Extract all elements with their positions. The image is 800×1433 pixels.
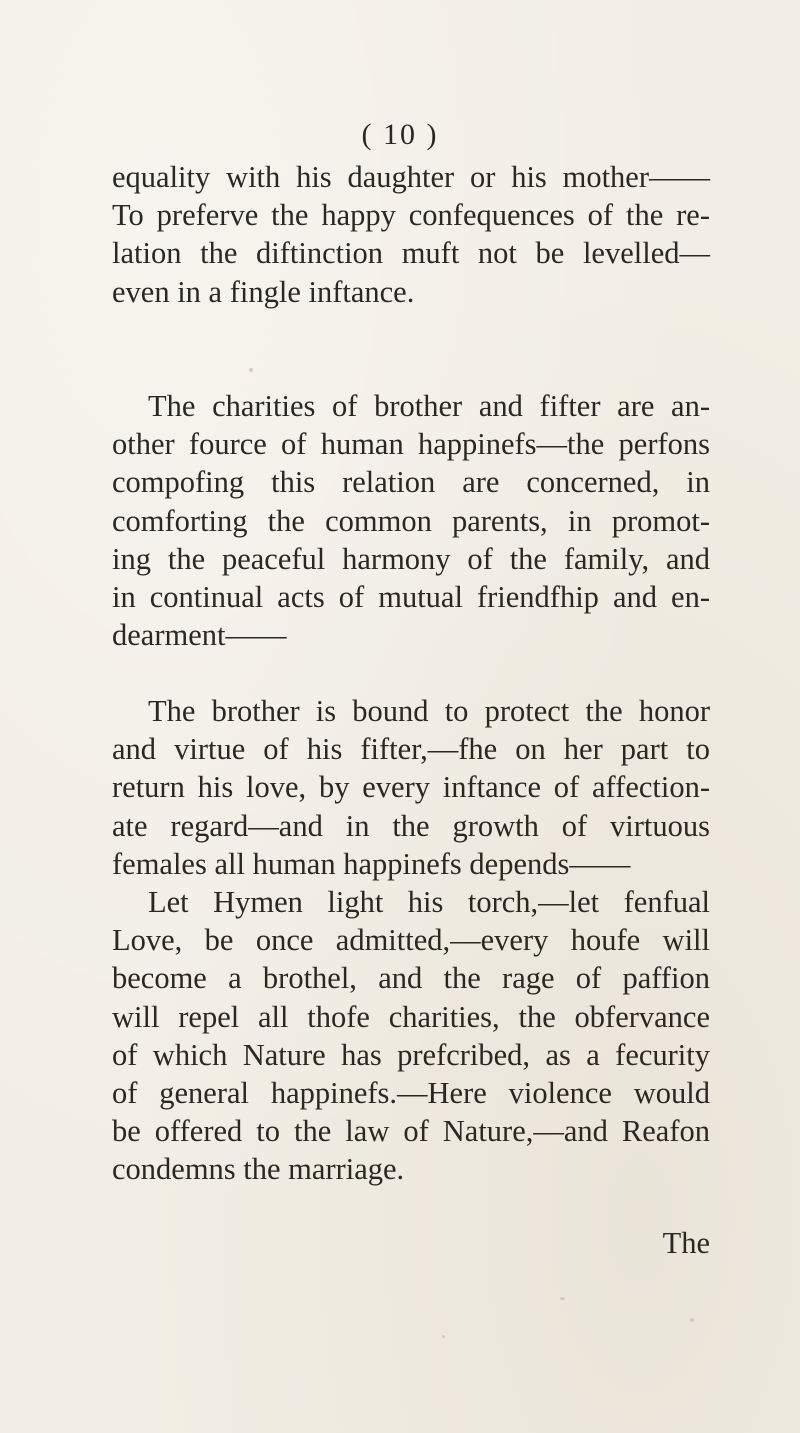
text-line: ate regard—and in the growth of virtuous: [112, 808, 710, 843]
paragraph-2: [112, 387, 710, 654]
text-line: compofing this relation are concerned, in: [112, 465, 710, 500]
text-line: comforting the common parents, in promot-: [112, 503, 710, 538]
text-line: The brother is bound to protect the honor: [148, 694, 710, 728]
paper-speck: [690, 1318, 694, 1322]
paper-speck: [249, 368, 253, 372]
text-line: in continual acts of mutual friendfhip and en-: [112, 580, 710, 615]
text-line: dearment——: [112, 618, 287, 653]
paper-speck: [560, 1297, 565, 1300]
text-line: The charities of brother and fifter are an-: [148, 389, 710, 423]
catchword: The: [662, 1226, 710, 1260]
paper-speck: [442, 1335, 445, 1338]
text-line: will repel all thofe charities, the obfervance: [112, 999, 710, 1034]
text-line: and virtue of his fifter,—fhe on her part to: [112, 732, 710, 767]
text-line: Love, be once admitted,—every houfe will: [112, 923, 710, 958]
text-line: equality with his daughter or his mother——: [112, 160, 710, 194]
text-line: females all human happinefs depends——: [112, 846, 631, 881]
text-line: To preferve the happy confequences of the re-: [112, 198, 710, 233]
text-line: ing the peaceful harmony of the family, and: [112, 541, 710, 576]
paragraph-3: [112, 692, 710, 883]
text-line: Let Hymen light his torch,—let fenfual: [148, 885, 710, 919]
text-line: become a brothel, and the rage of paffion: [112, 961, 710, 996]
text-line: of which Nature has prefcribed, as a fecurity: [112, 1037, 710, 1072]
page-number: ( 10 ): [361, 118, 439, 151]
text-line: return his love, by every inftance of affection-: [112, 770, 710, 805]
text-line: other fource of human happinefs—the perfons: [112, 427, 710, 462]
text-line: lation the diftinction muft not be levelled—: [112, 236, 710, 271]
text-line: condemns the marriage.: [112, 1152, 405, 1187]
paragraph-4: [112, 883, 710, 1189]
text-line: of general happinefs.—Here violence would: [112, 1076, 710, 1111]
text-line: be offered to the law of Nature,—and Reafon: [112, 1114, 710, 1149]
text-line: even in a fingle inftance.: [112, 274, 415, 309]
paragraph-1: [112, 158, 710, 311]
